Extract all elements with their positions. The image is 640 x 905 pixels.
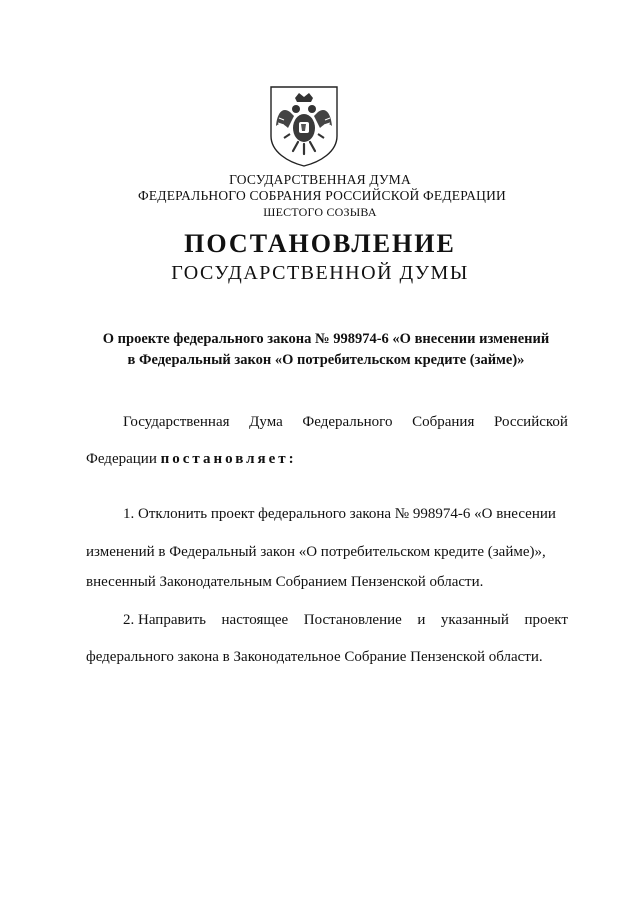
preamble-word: Дума bbox=[249, 414, 283, 430]
clause-2-word: 2. Направить bbox=[123, 612, 206, 628]
header-federal-assembly: ФЕДЕРАЛЬНОГО СОБРАНИЯ РОССИЙСКОЙ ФЕДЕРАЦИИ bbox=[138, 188, 506, 203]
clause-2-word: Постановление bbox=[303, 612, 402, 628]
clause-2-word: и bbox=[417, 612, 426, 628]
preamble-resolves: постановляет: bbox=[160, 451, 297, 467]
preamble-line-1 bbox=[123, 414, 568, 431]
preamble-word: Федерального bbox=[302, 414, 393, 430]
clause-1-line-3: внесенный Законодательным Собранием Пензенской области. bbox=[86, 574, 484, 590]
clause-2-word: указанный bbox=[440, 612, 509, 628]
preamble-word: Государственная bbox=[123, 414, 230, 430]
header-convocation: ШЕСТОГО СОЗЫВА bbox=[263, 205, 377, 219]
document-subject bbox=[0, 329, 640, 371]
preamble-line-2 bbox=[86, 451, 297, 468]
clause-2-line-1 bbox=[123, 612, 568, 629]
header-duma: ГОСУДАРСТВЕННАЯ ДУМА bbox=[229, 172, 411, 187]
document-type-title: ПОСТАНОВЛЕНИЕ bbox=[184, 229, 456, 258]
preamble-word: Собрания bbox=[412, 414, 475, 430]
preamble-word: Российской bbox=[494, 414, 568, 430]
issuer-header bbox=[0, 172, 640, 220]
clause-1-line-1: 1. Отклонить проект федерального закона № 998974-6 «О внесении bbox=[123, 506, 556, 522]
clause-2-word: проект bbox=[524, 612, 568, 628]
document-issuer-title: ГОСУДАРСТВЕННОЙ ДУМЫ bbox=[171, 262, 469, 284]
coat-of-arms-icon bbox=[268, 84, 340, 168]
clause-2-word: настоящее bbox=[221, 612, 289, 628]
clause-2-line-2: федерального закона в Законодательное Собрание Пензенской области. bbox=[86, 649, 543, 665]
preamble-federation: Федерации bbox=[86, 451, 157, 467]
subject-line-2: в Федеральный закон «О потребительском кредите (займе)» bbox=[127, 352, 525, 368]
clause-1-line-2: изменений в Федеральный закон «О потребительском кредите (займе)», bbox=[86, 544, 546, 560]
subject-line-1: О проекте федерального закона № 998974-6 «О внесении изменений bbox=[102, 331, 550, 347]
